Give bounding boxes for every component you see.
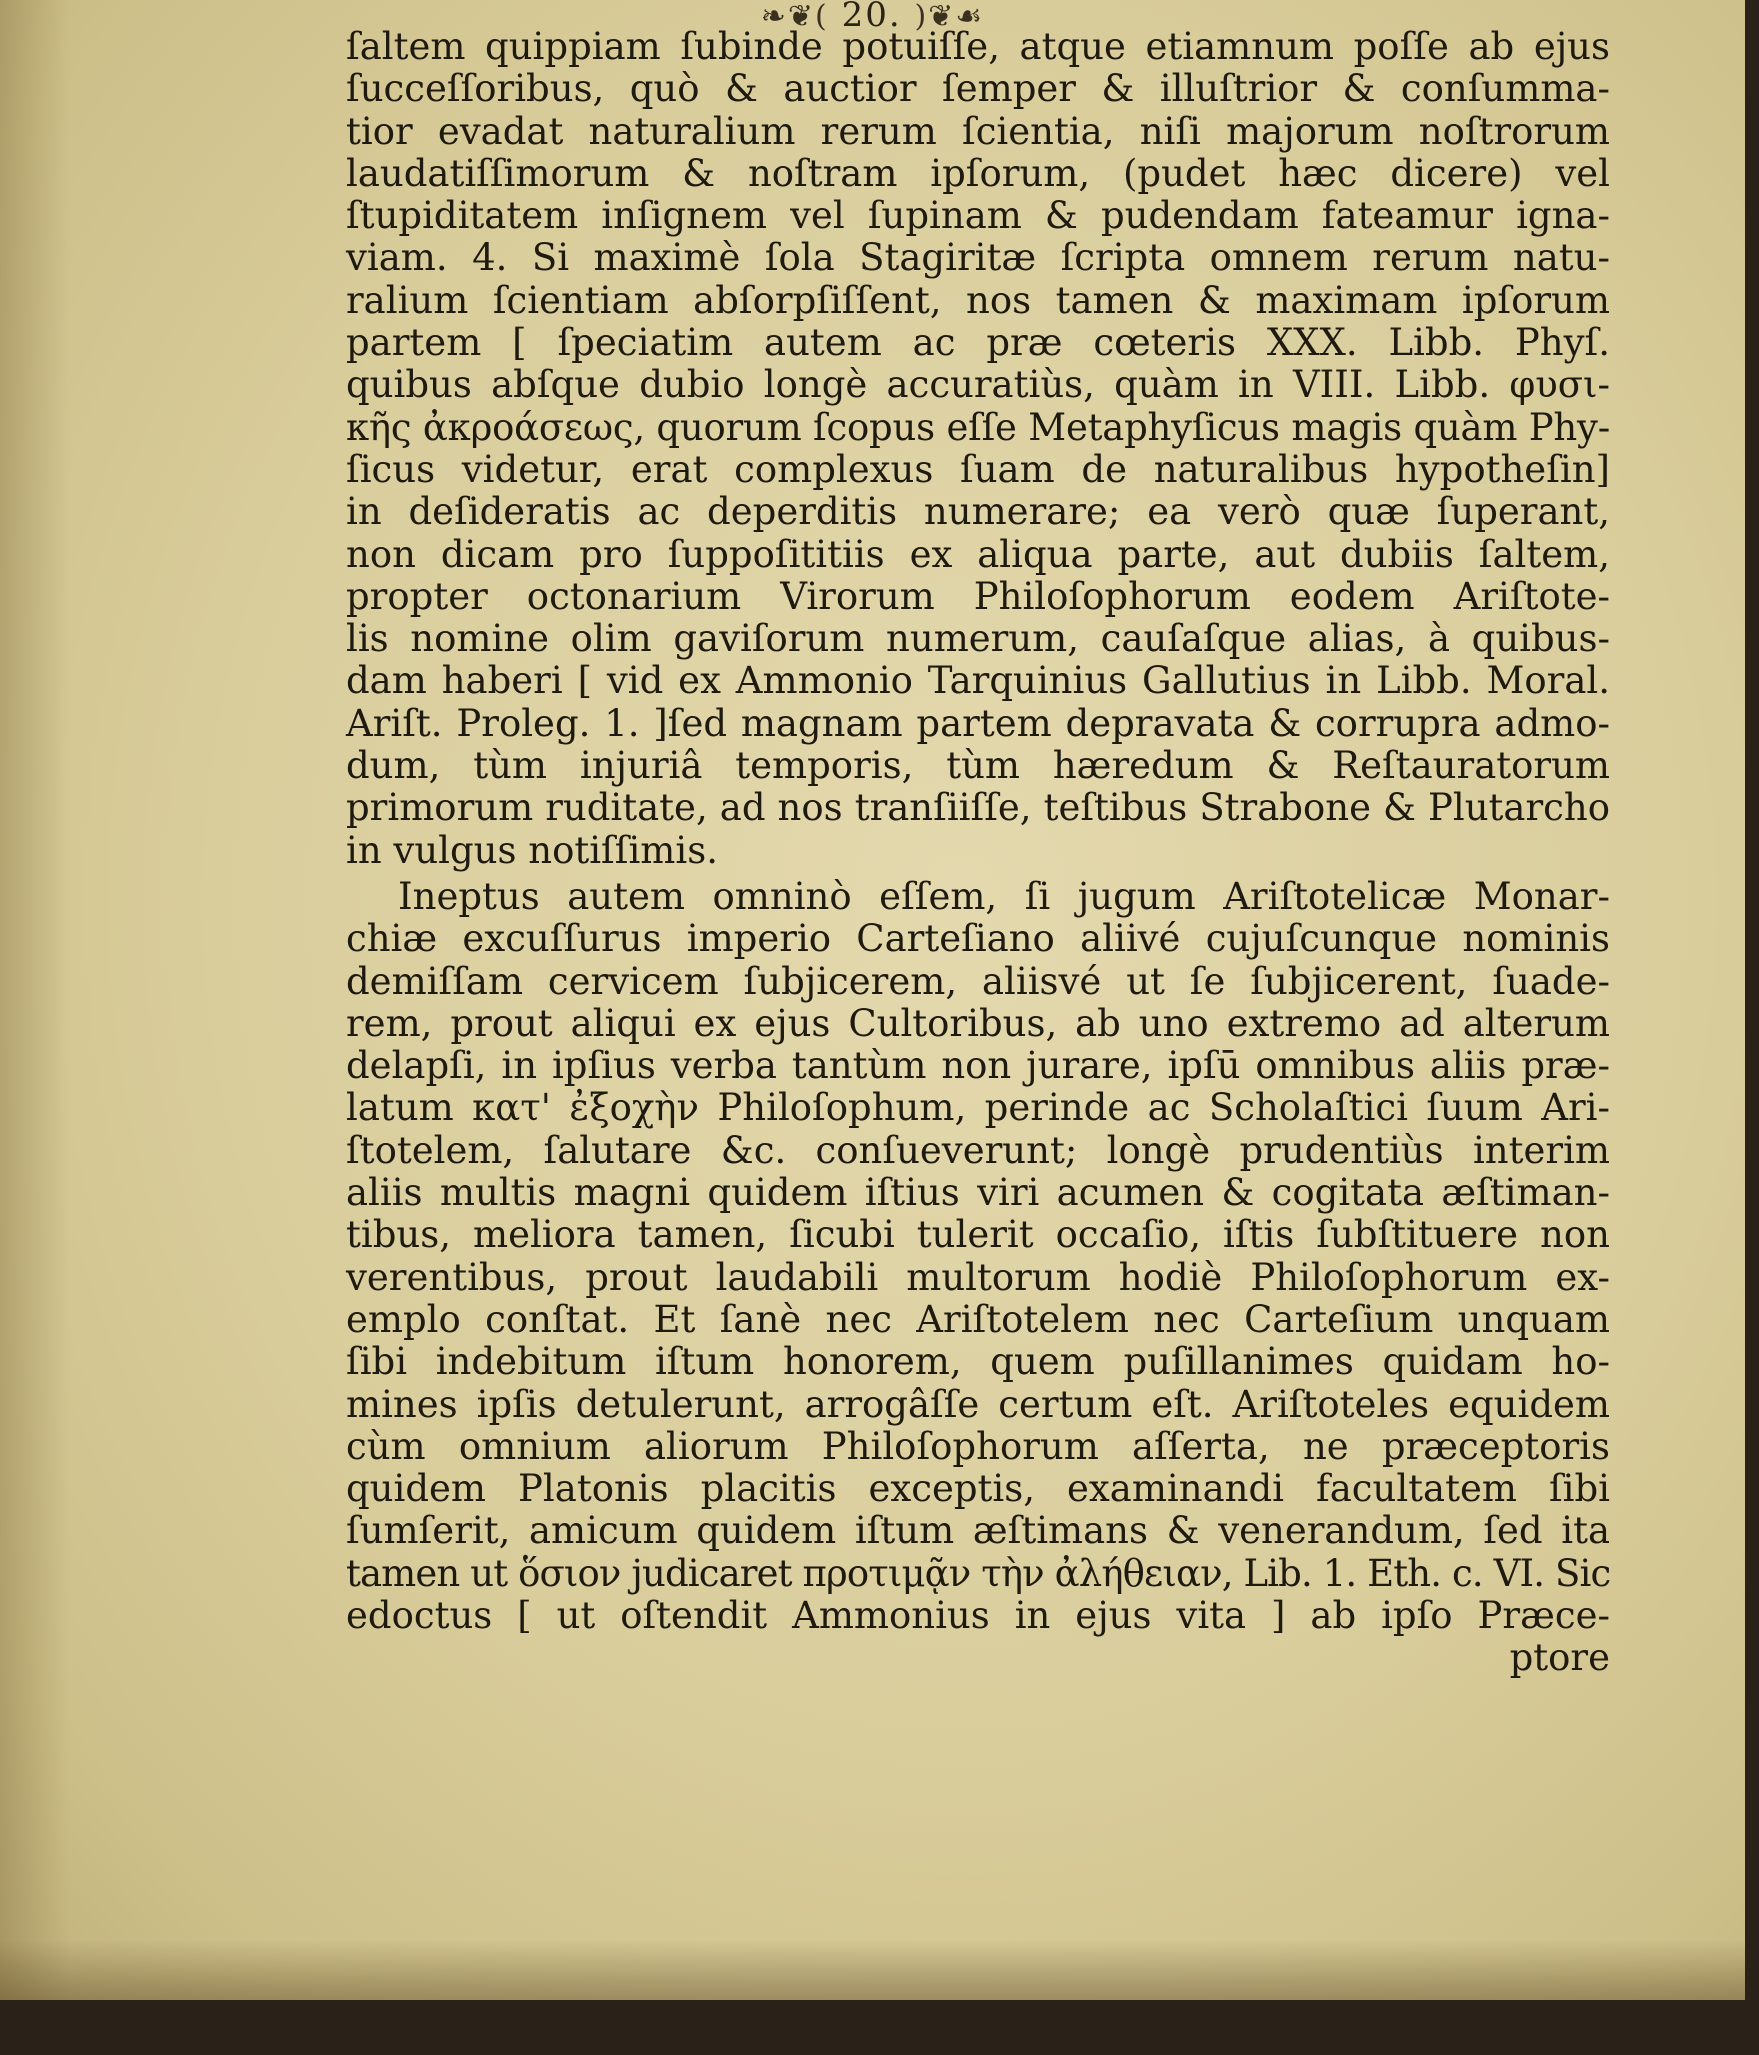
text-line: ſicus videtur, erat complexus ſuam de naturalibus hypotheſin] — [346, 447, 1610, 491]
text-line: delapſi, in ipſius verba tantùm non jurare, ipſū omnibus aliis præ- — [346, 1044, 1610, 1088]
text-line: emplo conſtat. Et ſanè nec Ariſtotelem nec Carteſium unquam — [346, 1297, 1610, 1341]
text-line: latum κατ' ἐξοχὴν Philoſophum, perinde ac Scholaſtici ſuum Ari- — [346, 1086, 1610, 1130]
text-line: κῆς ἀκροάσεως, quorum ſcopus eſſe Metaphyſicus magis quàm Phy- — [346, 405, 1610, 449]
text-line: dam haberi [ vid ex Ammonio Tarquinius Gallutius in Libb. Moral. — [346, 659, 1610, 703]
text-line: cùm omnium aliorum Philoſophorum aſſerta, ne præceptoris — [346, 1424, 1610, 1468]
paragraph-2 — [346, 876, 1610, 1637]
text-line: primorum ruditate, ad nos tranſiiſſe, teſtibus Strabone & Plutarcho — [346, 786, 1610, 830]
text-line: tibus, meliora tamen, ſicubi tulerit occaſio, iſtis ſubſtituere non — [346, 1213, 1610, 1257]
ornament-left-icon: ❧❦( — [760, 0, 829, 34]
text-line: Ariſt. Proleg. 1. ]ſed magnam partem depravata & corrupra admo- — [346, 701, 1610, 745]
paragraph-1 — [346, 26, 1610, 872]
text-line: partem [ ſpeciatim autem ac præ cœteris XXX. Libb. Phyſ. — [346, 321, 1610, 365]
text-line: Ineptus autem omninò eſſem, ſi jugum Ariſtotelicæ Monar- — [398, 874, 1610, 918]
text-line: edoctus [ ut oſtendit Ammonius in ejus vita ] ab ipſo Præce- — [346, 1593, 1610, 1637]
text-line: chiæ excuſſurus imperio Carteſiano aliivé cujuſcunque nominis — [346, 917, 1610, 961]
text-line: quibus abſque dubio longè accuratiùs, quàm in VIII. Libb. φυσι- — [346, 363, 1610, 407]
text-line: propter octonarium Virorum Philoſophorum eodem Ariſtote- — [346, 574, 1610, 618]
text-line: demiſſam cervicem ſubjicerem, aliisvé ut ſe ſubjicerent, ſuade- — [346, 959, 1610, 1003]
text-line: ſtotelem, ſalutare &c. conſueverunt; longè prudentiùs interim — [346, 1128, 1610, 1172]
text-line: ſaltem quippiam ſubinde potuiſſe, atque etiamnum poſſe ab ejus — [346, 25, 1610, 68]
text-line: mines ipſis detulerunt, arrogâſſe certum eſt. Ariſtoteles equidem — [346, 1382, 1610, 1426]
text-line: quidem Platonis placitis exceptis, examinandi facultatem ſibi — [346, 1467, 1610, 1511]
text-line: ſibi indebitum iſtum honorem, quem puſillanimes quidam ho- — [346, 1340, 1610, 1384]
text-line: ſumſerit, amicum quidem iſtum æſtimans & venerandum, ſed ita — [346, 1509, 1610, 1553]
text-line: tior evadat naturalium rerum ſcientia, niſi majorum noſtrorum — [346, 109, 1610, 153]
text-line: ſtupiditatem inſignem vel ſupinam & pudendam fateamur igna- — [346, 194, 1610, 238]
text-line: tamen ut ὅσιον judicaret προτιμᾷν τὴν ἀλήθειαν, Lib. 1. Eth. c. VI. Sic — [346, 1551, 1611, 1595]
text-line: aliis multis magni quidem iſtius viri acumen & cogitata æſtiman- — [346, 1171, 1610, 1215]
text-line: viam. 4. Si maximè ſola Stagiritæ ſcripta omnem rerum natu- — [346, 236, 1610, 280]
text-line: ralium ſcientiam abſorpſiſſent, nos tamen & maximam ipſorum — [346, 278, 1610, 322]
body-text — [346, 26, 1610, 1680]
text-line: in vulgus notiſſimis. — [346, 828, 718, 872]
text-line: verentibus, prout laudabili multorum hodiè Philoſophorum ex- — [346, 1255, 1610, 1299]
catchword: ptore — [1509, 1636, 1610, 1680]
text-line: lis nomine olim gaviſorum numerum, cauſaſque alias, à quibus- — [346, 617, 1610, 661]
text-line: ſucceſſoribus, quò & auctior ſemper & illuſtrior & conſumma- — [346, 67, 1610, 111]
text-line: rem, prout aliqui ex ejus Cultoribus, ab uno extremo ad alterum — [346, 1001, 1610, 1045]
text-line: in deſideratis ac deperditis numerare; ea verò quæ ſuperant, — [346, 490, 1610, 534]
text-line: laudatiſſimorum & noſtram ipſorum, (pudet hæc dicere) vel — [346, 151, 1610, 195]
page-number: 20. — [841, 0, 902, 35]
text-line: dum, tùm injuriâ temporis, tùm hæredum & Reſtauratorum — [346, 744, 1610, 788]
text-line: non dicam pro ſuppoſititiis ex aliqua parte, aut dubiis ſaltem, — [346, 532, 1610, 576]
ornament-right-icon: )❦☙ — [914, 0, 985, 34]
